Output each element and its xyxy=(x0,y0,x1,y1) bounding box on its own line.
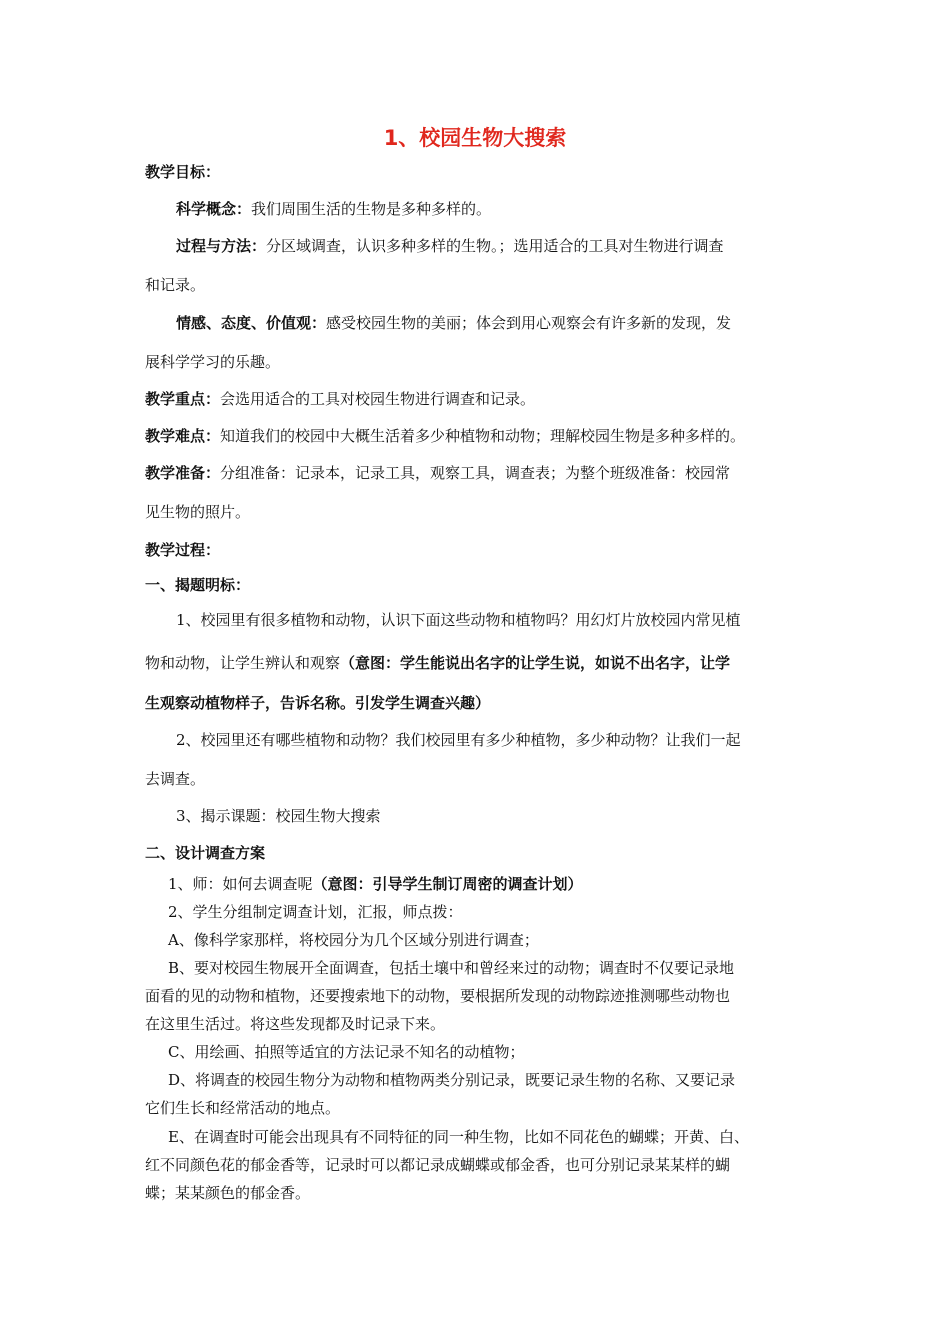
section2-item-b-line3: 在这里生活过。将这些发现都及时记录下来。 xyxy=(145,1015,446,1033)
concept-text: 我们周围生活的生物是多种多样的。 xyxy=(251,200,492,218)
concept-line xyxy=(176,198,841,220)
difficulty-line xyxy=(145,425,810,447)
objectives-heading: 教学目标： xyxy=(145,163,221,181)
attitude-line-2: 展科学学习的乐趣。 xyxy=(145,353,281,371)
preparation-text-1: 分组准备：记录本，记录工具，观察工具，调查表；为整个班级准备：校园常 xyxy=(220,464,731,482)
concept-label: 科学概念： xyxy=(176,200,252,218)
section2-heading: 二、设计调查方案 xyxy=(145,844,266,862)
section1-p2-line2: 去调查。 xyxy=(145,770,206,788)
section1-p1-line3: 生观察动植物样子，告诉名称。引发学生调查兴趣） xyxy=(145,694,491,712)
section2-item-e-line3: 蝶；某某颜色的郁金香。 xyxy=(145,1184,311,1202)
section2-item-d-line1: D、将调查的校园生物分为动物和植物两类分别记录，既要记录生物的名称、又要记录 xyxy=(168,1071,736,1089)
process-text-1: 分区域调查，认识多种多样的生物。；选用适合的工具对生物进行调查 xyxy=(266,237,724,255)
section2-item1-plain: 1、师：如何去调查呢 xyxy=(168,875,313,893)
section1-p1-line2-bold: （意图：学生能说出名字的让学生说，如说不出名字，让学 xyxy=(340,654,731,672)
section1-p2-line1: 2、校园里还有哪些植物和动物？我们校园里有多少种植物，多少种动物？让我们一起 xyxy=(176,731,741,749)
section2-item-d-line2: 它们生长和经常活动的地点。 xyxy=(145,1099,341,1117)
section2-item-a: A、像科学家那样，将校园分为几个区域分别进行调查； xyxy=(168,931,539,949)
section1-p3: 3、揭示课题：校园生物大搜索 xyxy=(176,807,381,825)
process-label: 过程与方法： xyxy=(176,237,267,255)
process-line-2: 和记录。 xyxy=(145,276,206,294)
section2-item-b-line1: B、要对校园生物展开全面调查，包括土壤中和曾经来过的动物；调查时不仅要记录地 xyxy=(168,959,735,977)
section2-item2: 2、学生分组制定调查计划，汇报，师点拨： xyxy=(168,903,463,921)
section2-item-e-line2: 红不同颜色花的郁金香等，记录时可以都记录成蝴蝶或郁金香，也可分别记录某某样的蝴 xyxy=(145,1156,731,1174)
difficulty-text: 知道我们的校园中大概生活着多少种植物和动物；理解校园生物是多种多样的。 xyxy=(220,427,746,445)
section1-p1-line2-plain: 物和动物，让学生辨认和观察 xyxy=(145,654,341,672)
preparation-label: 教学准备： xyxy=(145,464,221,482)
section1-heading: 一、揭题明标： xyxy=(145,576,251,594)
section2-item-c: C、用绘画、拍照等适宜的方法记录不知名的动植物； xyxy=(168,1043,525,1061)
attitude-label: 情感、态度、价值观： xyxy=(176,314,327,332)
key-point-text: 会选用适合的工具对校园生物进行调查和记录。 xyxy=(220,390,536,408)
preparation-line-1 xyxy=(145,462,810,484)
process-heading: 教学过程： xyxy=(145,541,221,559)
attitude-text-1: 感受校园生物的美丽；体会到用心观察会有许多新的发现，发 xyxy=(326,314,732,332)
section2-item1 xyxy=(168,873,833,895)
key-point-line xyxy=(145,388,810,410)
key-point-label: 教学重点： xyxy=(145,390,221,408)
section2-item1-bold: （意图：引导学生制订周密的调查计划） xyxy=(312,875,583,893)
section2-item-e-line1: E、在调查时可能会出现具有不同特征的同一种生物，比如不同花色的蝴蝶；开黄、白、 xyxy=(168,1128,749,1146)
difficulty-label: 教学难点： xyxy=(145,427,221,445)
section2-item-b-line2: 面看的见的动物和植物，还要搜索地下的动物，要根据所发现的动物踪迹推测哪些动物也 xyxy=(145,987,731,1005)
preparation-line-2: 见生物的照片。 xyxy=(145,503,251,521)
section1-p1-line2 xyxy=(145,652,810,674)
attitude-line-1 xyxy=(176,312,841,334)
section1-p1-line1: 1、校园里有很多植物和动物，认识下面这些动物和植物吗？用幻灯片放校园内常见植 xyxy=(176,611,741,629)
page-title: 1、校园生物大搜索 xyxy=(383,126,567,150)
process-line-1 xyxy=(176,235,841,257)
